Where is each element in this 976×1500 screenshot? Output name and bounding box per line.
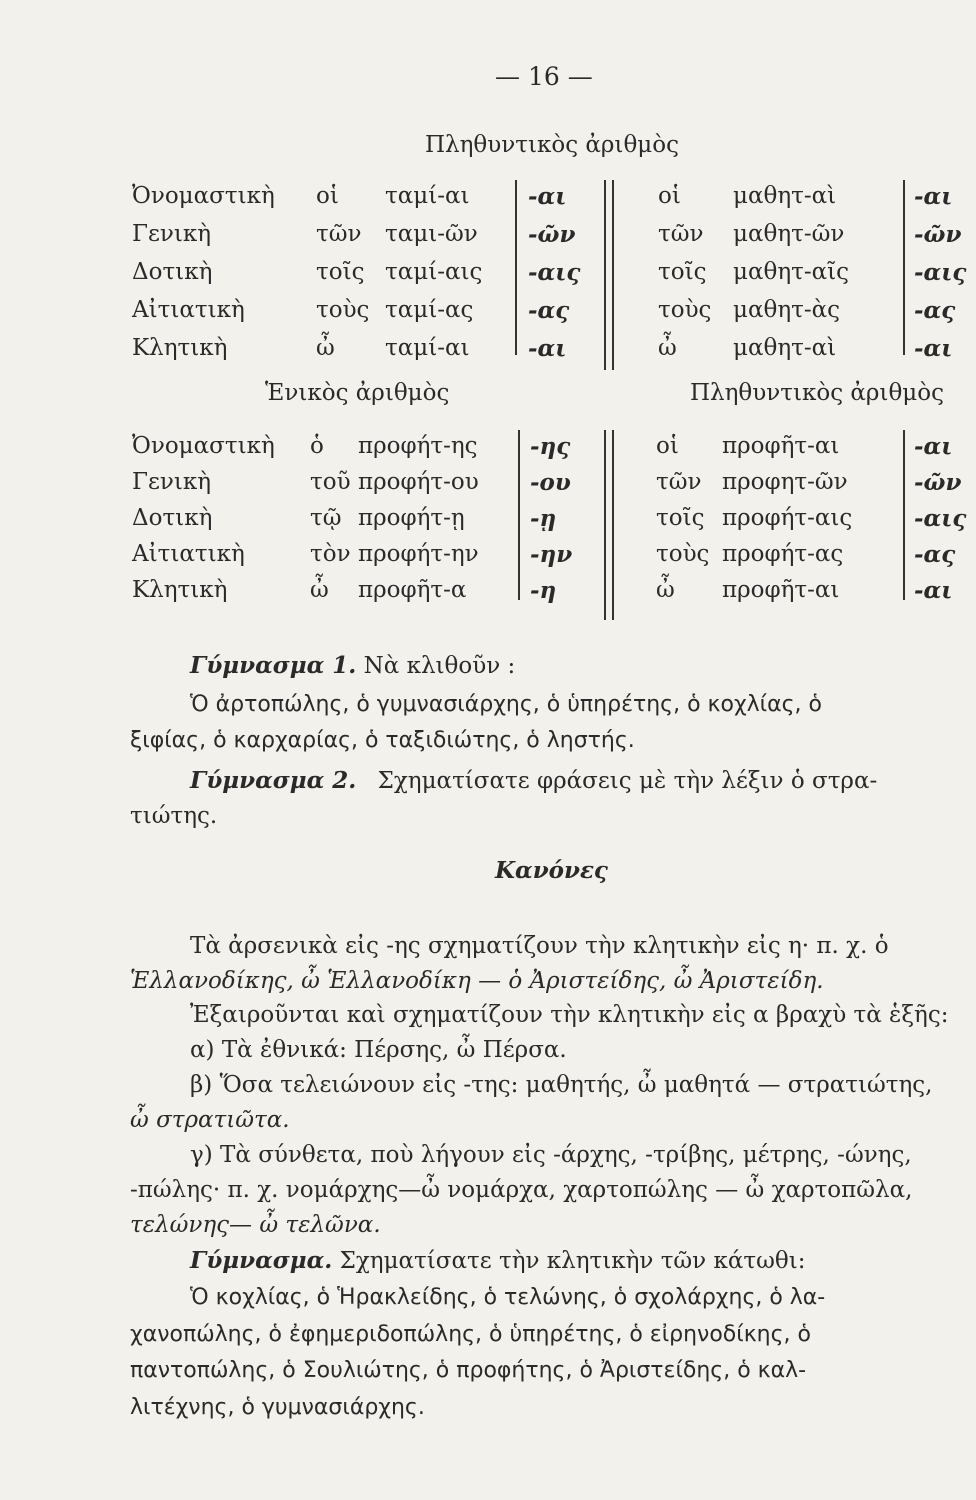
- rule1-line1: Τὰ ἀρσενικὰ εἰς -ης σχηματίζουν τὴν κλητικὴν εἰς η· π. χ. ὁ: [190, 933, 889, 959]
- ending: -ας: [528, 297, 570, 324]
- word-form: προφήτ-ης: [358, 433, 478, 459]
- word-form-plural: μαθητ-ὰς: [733, 297, 841, 323]
- ending: -ῃ: [530, 505, 557, 532]
- ending-plural: -ας: [914, 541, 956, 568]
- article-plural: τῶν: [656, 469, 702, 495]
- article: ὦ: [310, 577, 329, 603]
- rule-c-line1: γ) Τὰ σύνθετα, ποὺ λήγουν εἰς -άρχης, -τρίβης, μέτρης, -ώνης,: [190, 1142, 912, 1168]
- page-number: — 16 —: [495, 62, 593, 91]
- article-plural: οἱ: [658, 183, 681, 209]
- word-form-plural: μαθητ-αὶ: [733, 335, 837, 361]
- table2-heading-plural: Πληθυντικὸς ἀριθμὸς: [690, 380, 944, 406]
- ending: -αι: [528, 335, 567, 362]
- article: τὸν: [310, 541, 351, 567]
- exercise3-line3: παντοπώλης, ὁ Σουλιώτης, ὁ προφήτης, ὁ Ἀριστείδης, ὁ καλ-: [130, 1358, 807, 1383]
- word-form-plural: προφῆτ-αι: [722, 577, 840, 603]
- word-form: ταμι-ῶν: [385, 221, 478, 247]
- rule-c-line3: τελώνης— ὦ τελῶνα.: [130, 1212, 381, 1238]
- article-plural: ὦ: [656, 577, 675, 603]
- table1-divider-double: [604, 180, 614, 370]
- rule1-line2: Ἑλλανοδίκης, ὦ Ἑλλανοδίκη — ὁ Ἀριστείδης, ὦ Ἀριστείδη.: [130, 968, 824, 994]
- rules-title: Κανόνες: [495, 857, 608, 884]
- word-form: ταμί-ας: [385, 297, 474, 323]
- rule-b-line1: β) Ὅσα τελειώνουν εἰς -της: μαθητής, ὦ μαθητά — στρατιώτης,: [190, 1072, 933, 1098]
- exercise3-line4: λιτέχνης, ὁ γυμνασιάρχης.: [130, 1395, 425, 1420]
- exercise1-heading: [190, 652, 515, 679]
- word-form: προφῆτ-α: [358, 577, 467, 603]
- article-plural: τοὺς: [656, 541, 710, 567]
- ending-plural: -ῶν: [914, 221, 962, 248]
- word-form: ταμί-αι: [385, 183, 470, 209]
- table2-divider-left: [518, 430, 520, 600]
- ending-plural: -αις: [914, 505, 967, 532]
- article: τοῦ: [310, 469, 351, 495]
- ending: -ου: [530, 469, 571, 496]
- rule-c-line2: -πώλης· π. χ. νομάρχης—ὦ νομάρχα, χαρτοπώλης — ὦ χαρτοπῶλα,: [130, 1177, 913, 1203]
- table1-heading: Πληθυντικὸς ἀριθμὸς: [425, 132, 679, 158]
- article-plural: τοὺς: [658, 297, 712, 323]
- exercise2-heading: [190, 767, 877, 794]
- ending-plural: -αι: [914, 335, 953, 362]
- table2-divider-right: [903, 430, 905, 600]
- table1-divider-left: [515, 180, 517, 355]
- article: οἱ: [316, 183, 339, 209]
- ending: -ην: [530, 541, 573, 568]
- word-form: προφήτ-ην: [358, 541, 479, 567]
- article: τῷ: [310, 505, 342, 531]
- ending: -ης: [530, 433, 571, 460]
- exercise1-line1: Ὁ ἀρτοπώλης, ὁ γυμνασιάρχης, ὁ ὑπηρέτης, ὁ κοχλίας, ὁ: [190, 692, 822, 717]
- table2-divider-double: [604, 430, 614, 620]
- ending: -αις: [528, 259, 581, 286]
- exercise2-continuation: τιώτης.: [130, 803, 218, 829]
- exercise2-text: Σχηματίσατε φράσεις μὲ τὴν λέξιν ὁ στρα-: [377, 768, 878, 794]
- exercise1-line2: ξιφίας, ὁ καρχαρίας, ὁ ταξιδιώτης, ὁ ληστής.: [130, 728, 635, 753]
- word-form-plural: προφητ-ῶν: [722, 469, 848, 495]
- ending-plural: -ῶν: [914, 469, 962, 496]
- case-label: Γενικὴ: [132, 221, 212, 247]
- case-label: Κλητικὴ: [132, 577, 228, 603]
- case-label: Αἰτιατικὴ: [132, 297, 245, 323]
- exercise3-line1: Ὁ κοχλίας, ὁ Ἡρακλείδης, ὁ τελώνης, ὁ σχολάρχης, ὁ λα-: [190, 1285, 826, 1310]
- rule2-line: Ἐξαιροῦνται καὶ σχηματίζουν τὴν κλητικὴν εἰς α βραχὺ τὰ ἑξῆς:: [190, 1002, 949, 1028]
- article: ὦ: [316, 335, 335, 361]
- exercise3-line2: χανοπώλης, ὁ ἐφημεριδοπώλης, ὁ ὑπηρέτης, ὁ εἰρηνοδίκης, ὁ: [130, 1322, 811, 1347]
- article: τοὺς: [316, 297, 370, 323]
- rule-a: α) Τὰ ἐθνικά: Πέρσης, ὦ Πέρσα.: [190, 1037, 567, 1063]
- case-label: Γενικὴ: [132, 469, 212, 495]
- case-label: Αἰτιατικὴ: [132, 541, 245, 567]
- article: ὁ: [310, 433, 324, 459]
- ending-plural: -αι: [914, 577, 953, 604]
- article-plural: τῶν: [658, 221, 704, 247]
- article-plural: οἱ: [656, 433, 679, 459]
- article: τῶν: [316, 221, 362, 247]
- article-plural: τοῖς: [658, 259, 707, 285]
- ending-plural: -ας: [914, 297, 956, 324]
- case-label: Δοτικὴ: [132, 259, 213, 285]
- article-plural: ὦ: [658, 335, 677, 361]
- ending: -ῶν: [528, 221, 576, 248]
- case-label: Κλητικὴ: [132, 335, 228, 361]
- word-form: ταμί-αι: [385, 335, 470, 361]
- table1-divider-right: [903, 180, 905, 355]
- exercise3-text: Σχηματίσατε τὴν κλητικὴν τῶν κάτωθι:: [339, 1248, 806, 1274]
- ending-plural: -αι: [914, 433, 953, 460]
- exercise3-heading: [190, 1247, 805, 1274]
- case-label: Δοτικὴ: [132, 505, 213, 531]
- ending: -η: [530, 577, 557, 604]
- word-form-plural: μαθητ-αὶ: [733, 183, 837, 209]
- ending-plural: -αι: [914, 183, 953, 210]
- word-form-plural: προφήτ-ας: [722, 541, 844, 567]
- article-plural: τοῖς: [656, 505, 705, 531]
- word-form: ταμί-αις: [385, 259, 483, 285]
- ending-plural: -αις: [914, 259, 967, 286]
- word-form: προφήτ-ου: [358, 469, 479, 495]
- case-label: Ὀνομαστικὴ: [132, 183, 275, 209]
- word-form-plural: μαθητ-ῶν: [733, 221, 845, 247]
- exercise1-instruction: Νὰ κλιθοῦν :: [363, 653, 516, 679]
- table2-heading-singular: Ἑνικὸς ἀριθμὸς: [265, 380, 450, 406]
- exercise2-label: Γύμνασμα 2.: [190, 767, 357, 794]
- article: τοῖς: [316, 259, 365, 285]
- word-form-plural: μαθητ-αῖς: [733, 259, 850, 285]
- exercise3-label: Γύμνασμα.: [190, 1247, 333, 1274]
- word-form-plural: προφήτ-αις: [722, 505, 853, 531]
- case-label: Ὀνομαστικὴ: [132, 433, 275, 459]
- word-form: προφήτ-ῃ: [358, 505, 465, 531]
- ending: -αι: [528, 183, 567, 210]
- word-form-plural: προφῆτ-αι: [722, 433, 840, 459]
- exercise1-label: Γύμνασμα 1.: [190, 652, 357, 679]
- rule-b-line2: ὦ στρατιῶτα.: [130, 1107, 290, 1133]
